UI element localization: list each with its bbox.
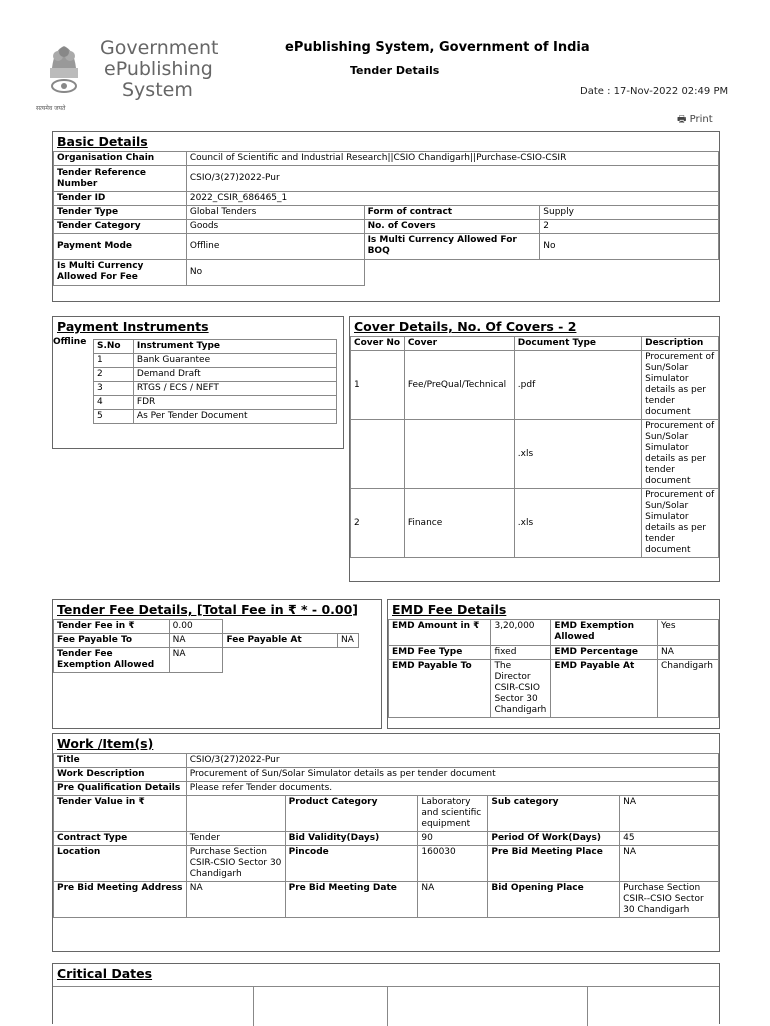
- prequal-label: Pre Qualification Details: [54, 782, 187, 796]
- basic-details-section: [52, 131, 720, 302]
- emd-percentage-value: NA: [658, 646, 719, 660]
- table-row: [94, 354, 337, 368]
- multi-fee-value: No: [186, 260, 364, 286]
- tender-fee-label: Tender Fee in ₹: [54, 620, 170, 634]
- multi-boq-value: No: [540, 234, 719, 260]
- form-contract-value: Supply: [540, 206, 719, 220]
- instrument-sno: 1: [94, 354, 134, 368]
- location-label: Location: [54, 846, 187, 882]
- bid-validity-label: Bid Validity(Days): [285, 832, 418, 846]
- cover-header: Cover: [404, 337, 514, 351]
- organisation-chain-value: Council of Scientific and Industrial Research||CSIO Chandigarh||Purchase-CSIO-CSIR: [186, 152, 718, 166]
- instrument-sno: 4: [94, 396, 134, 410]
- emd-percentage-label: EMD Percentage: [551, 646, 658, 660]
- emd-fee-table: [388, 619, 719, 718]
- basic-details-table: [53, 151, 719, 286]
- document-type-header: Document Type: [514, 337, 641, 351]
- contract-type-label: Contract Type: [54, 832, 187, 846]
- emd-payable-to-value: The Director CSIR-CSIO Sector 30 Chandigarh: [491, 660, 551, 718]
- cover-no: 1: [351, 351, 405, 420]
- bid-validity-value: 90: [418, 832, 488, 846]
- print-button[interactable]: [677, 112, 713, 129]
- document-type: .pdf: [514, 351, 641, 420]
- cover-name: [404, 420, 514, 489]
- tender-fee-title: Tender Fee Details, [Total Fee in ₹ * - 0.00]: [57, 602, 359, 617]
- covers-label: No. of Covers: [364, 220, 540, 234]
- logo-line-2: ePublishing: [104, 58, 213, 80]
- emblem-caption: सत्यमेव जयते: [36, 105, 66, 112]
- critical-dates-section: [52, 963, 720, 1024]
- cover-description: Procurement of Sun/Solar Simulator details as per tender document: [642, 420, 719, 489]
- prebid-addr-label: Pre Bid Meeting Address: [54, 882, 187, 918]
- instrument-type: Bank Guarantee: [133, 354, 336, 368]
- emd-fee-type-value: fixed: [491, 646, 551, 660]
- payment-instruments-title: Payment Instruments: [57, 319, 209, 334]
- sub-cat-value: NA: [620, 796, 719, 832]
- bid-open-value: Purchase Section CSIR--CSIO Sector 30 Chandigarh: [620, 882, 719, 918]
- description-header: Description: [642, 337, 719, 351]
- tender-category-label: Tender Category: [54, 220, 187, 234]
- payment-mode-label: Payment Mode: [54, 234, 187, 260]
- tender-value-label: Tender Value in ₹: [54, 796, 187, 832]
- form-contract-label: Form of contract: [364, 206, 540, 220]
- emd-payable-at-label: EMD Payable At: [551, 660, 658, 718]
- fee-payable-to-value: NA: [169, 634, 223, 648]
- work-item-section: [52, 733, 720, 952]
- emd-payable-to-label: EMD Payable To: [389, 660, 491, 718]
- fee-exemption-value: NA: [169, 648, 223, 673]
- instrument-type: As Per Tender Document: [133, 410, 336, 424]
- tender-ref-value: CSIO/3(27)2022-Pur: [186, 166, 718, 192]
- national-emblem-logo: [42, 40, 86, 102]
- work-title-label: Title: [54, 754, 187, 768]
- critical-dates-title: Critical Dates: [57, 966, 153, 981]
- work-item-table: [53, 753, 719, 918]
- tender-fee-value: 0.00: [169, 620, 223, 634]
- site-title: ePublishing System, Government of India: [285, 40, 590, 55]
- prebid-addr-value: NA: [186, 882, 285, 918]
- work-desc-label: Work Description: [54, 768, 187, 782]
- table-row: [94, 382, 337, 396]
- instrument-table: [93, 339, 337, 424]
- fee-payable-to-label: Fee Payable To: [54, 634, 170, 648]
- table-row: [351, 351, 719, 420]
- cover-name: Fee/PreQual/Technical: [404, 351, 514, 420]
- prebid-place-value: NA: [620, 846, 719, 882]
- cover-no: 2: [351, 489, 405, 558]
- sub-cat-label: Sub category: [488, 796, 620, 832]
- tender-ref-label: Tender Reference Number: [54, 166, 187, 192]
- tender-id-label: Tender ID: [54, 192, 187, 206]
- divider: [53, 986, 719, 987]
- tender-fee-section: [52, 599, 382, 729]
- instrument-type: FDR: [133, 396, 336, 410]
- payment-mode-tag: Offline: [53, 337, 87, 347]
- prebid-date-value: NA: [418, 882, 488, 918]
- document-type: .xls: [514, 489, 641, 558]
- emd-exemption-value: Yes: [658, 620, 719, 646]
- emd-exemption-label: EMD Exemption Allowed: [551, 620, 658, 646]
- printer-icon: 🖶: [677, 114, 687, 125]
- document-type: .xls: [514, 420, 641, 489]
- emd-amount-value: 3,20,000: [491, 620, 551, 646]
- instrument-sno: 5: [94, 410, 134, 424]
- logo-line-3: System: [122, 79, 193, 101]
- work-desc-value: Procurement of Sun/Solar Simulator details as per tender document: [186, 768, 718, 782]
- fee-exemption-label: Tender Fee Exemption Allowed: [54, 648, 170, 673]
- cover-no: [351, 420, 405, 489]
- cover-table: [350, 336, 719, 558]
- work-title-value: CSIO/3(27)2022-Pur: [186, 754, 718, 768]
- instrument-sno: 3: [94, 382, 134, 396]
- payment-instruments-section: [52, 316, 344, 449]
- product-cat-value: Laboratory and scientific equipment: [418, 796, 488, 832]
- table-row: [94, 410, 337, 424]
- work-item-title: Work /Item(s): [57, 736, 154, 751]
- pincode-label: Pincode: [285, 846, 418, 882]
- fee-payable-at-label: Fee Payable At: [223, 634, 338, 648]
- site-logo-text: [100, 38, 219, 101]
- cover-details-section: [349, 316, 720, 582]
- location-value: Purchase Section CSIR-CSIO Sector 30 Chandigarh: [186, 846, 285, 882]
- cover-name: Finance: [404, 489, 514, 558]
- table-row: [351, 420, 719, 489]
- instrument-type: RTGS / ECS / NEFT: [133, 382, 336, 396]
- divider: [587, 986, 588, 1026]
- instrument-type-header: Instrument Type: [133, 340, 336, 354]
- table-row: [351, 489, 719, 558]
- tender-type-label: Tender Type: [54, 206, 187, 220]
- instrument-type: Demand Draft: [133, 368, 336, 382]
- tender-value-value: [186, 796, 285, 832]
- tender-id-value: 2022_CSIR_686465_1: [186, 192, 718, 206]
- table-row: [94, 368, 337, 382]
- period-label: Period Of Work(Days): [488, 832, 620, 846]
- covers-value: 2: [540, 220, 719, 234]
- product-cat-label: Product Category: [285, 796, 418, 832]
- contract-type-value: Tender: [186, 832, 285, 846]
- period-value: 45: [620, 832, 719, 846]
- page-subtitle: Tender Details: [350, 64, 440, 77]
- multi-boq-label: Is Multi Currency Allowed For BOQ: [364, 234, 540, 260]
- emd-payable-at-value: Chandigarh: [658, 660, 719, 718]
- pincode-value: 160030: [418, 846, 488, 882]
- prebid-place-label: Pre Bid Meeting Place: [488, 846, 620, 882]
- emd-amount-label: EMD Amount in ₹: [389, 620, 491, 646]
- emd-fee-type-label: EMD Fee Type: [389, 646, 491, 660]
- logo-line-1: Government: [100, 37, 219, 59]
- divider: [387, 986, 388, 1026]
- bid-open-label: Bid Opening Place: [488, 882, 620, 918]
- emd-fee-section: [387, 599, 720, 729]
- multi-fee-label: Is Multi Currency Allowed For Fee: [54, 260, 187, 286]
- print-label: Print: [689, 114, 713, 125]
- tender-type-value: Global Tenders: [186, 206, 364, 220]
- table-row: [94, 396, 337, 410]
- cover-details-title: Cover Details, No. Of Covers - 2: [354, 319, 577, 334]
- tender-fee-table: [53, 619, 359, 673]
- tender-category-value: Goods: [186, 220, 364, 234]
- emd-fee-title: EMD Fee Details: [392, 602, 507, 617]
- cover-no-header: Cover No: [351, 337, 405, 351]
- instrument-sno-header: S.No: [94, 340, 134, 354]
- cover-description: Procurement of Sun/Solar Simulator details as per tender document: [642, 351, 719, 420]
- cover-description: Procurement of Sun/Solar Simulator details as per tender document: [642, 489, 719, 558]
- basic-details-title: Basic Details: [57, 134, 148, 149]
- fee-payable-at-value: NA: [337, 634, 358, 648]
- divider: [253, 986, 254, 1026]
- prebid-date-label: Pre Bid Meeting Date: [285, 882, 418, 918]
- organisation-chain-label: Organisation Chain: [54, 152, 187, 166]
- payment-mode-value: Offline: [186, 234, 364, 260]
- prequal-value: Please refer Tender documents.: [186, 782, 718, 796]
- date-stamp: Date : 17-Nov-2022 02:49 PM: [580, 86, 729, 97]
- instrument-sno: 2: [94, 368, 134, 382]
